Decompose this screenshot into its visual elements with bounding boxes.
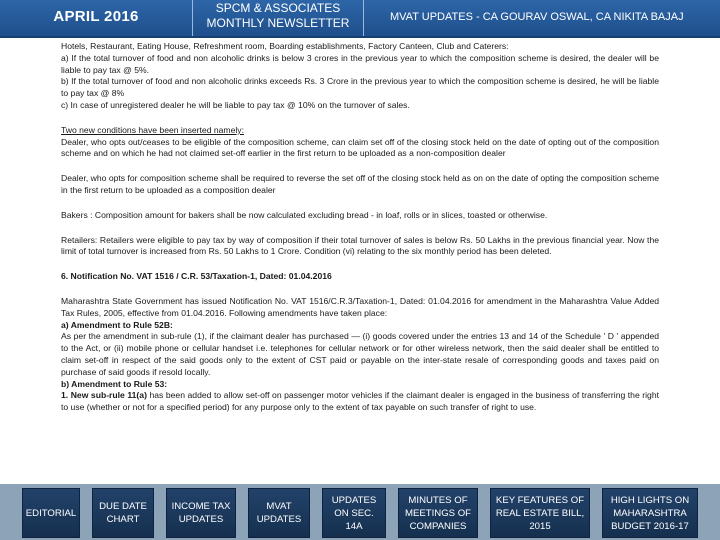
section-topic: MVAT UPDATES - CA GOURAV OSWAL, CA NIKITA BAJAJ bbox=[390, 11, 684, 23]
nav-income-tax-updates-button[interactable]: INCOME TAX UPDATES bbox=[166, 488, 236, 538]
header-bar bbox=[0, 0, 720, 38]
firm-title bbox=[192, 0, 364, 36]
hotels-item-c: c) In case of unregistered dealer he will be liable to pay tax @ 10% on the turnover of sales. bbox=[61, 99, 410, 110]
rule-53-body bbox=[61, 390, 659, 414]
rule-52b-heading: a) Amendment to Rule 52B: bbox=[61, 319, 173, 330]
rule-52b-body: As per the amendment in sub-rule (1), if the claimant dealer has purchased — (i) goods covered under the entries 13 and 14 of the Schedule ' D ' appended to the Act, or (ii) mobile phone or cellular handset i.e. telephones for cellular network or for other wireless network, then the said dealer shall be entitled to claim set-off in respect of the said goods only to the extent of CST paid or payable on the inter-state resale of corresponding goods and taxes paid on purchase of said goods if resold locally. bbox=[61, 331, 659, 377]
new-conditions-heading: Two new conditions have been inserted namely: bbox=[61, 124, 244, 135]
nav-mvat-updates-button[interactable]: MVAT UPDATES bbox=[248, 488, 310, 538]
opt-out-condition: Dealer, who opts out/ceases to be eligible of the composition scheme, can claim set off of the closing stock held on the date of opting out of the composition scheme and on which he had not claimed set-off earlier in the first return to be uploaded as a non-composition dealer bbox=[61, 136, 659, 159]
right-margin bbox=[670, 38, 720, 483]
left-margin bbox=[0, 38, 58, 483]
bakers-paragraph: Bakers : Composition amount for bakers shall be now calculated excluding bread - in loaf, rolls or in slices, toasted or otherwise. bbox=[61, 209, 548, 220]
article-body bbox=[61, 41, 659, 485]
notification-heading: 6. Notification No. VAT 1516 / C.R. 53/Taxation-1, Dated: 01.04.2016 bbox=[61, 271, 332, 282]
sub-rule-text: has been added to allow set-off on passenger motor vehicles if the claimant dealer is engaged in the business of transferring the right to use (whether or not for a specified period) for any purpose only to the extent of tax payable on such transfer of right to use. bbox=[61, 390, 659, 413]
nav-sec-14a-updates-button[interactable]: UPDATES ON SEC. 14A bbox=[322, 488, 386, 538]
nav-editorial-button[interactable]: EDITORIAL bbox=[22, 488, 80, 538]
nav-due-date-chart-button[interactable]: DUE DATE CHART bbox=[92, 488, 154, 538]
issue-date: APRIL 2016 bbox=[53, 8, 139, 25]
newsletter-name: MONTHLY NEWSLETTER bbox=[206, 16, 350, 30]
opt-in-condition: Dealer, who opts for composition scheme shall be required to reverse the set off of the closing stock held as on on the date of opting the composition scheme in the first return to be uploaded as a composition dealer bbox=[61, 173, 659, 195]
nav-minutes-of-meetings-button[interactable]: MINUTES OF MEETINGS OF COMPANIES bbox=[398, 488, 478, 538]
sub-rule-label: 1. New sub-rule 11(a) bbox=[61, 390, 147, 401]
nav-real-estate-bill-button[interactable]: KEY FEATURES OF REAL ESTATE BILL, 2015 bbox=[490, 488, 590, 538]
hotels-item-a: a) If the total turnover of food and non alcoholic drinks is below 3 crores in the previous year to which the composition scheme is desired, the dealer will be liable to pay tax @ 5%. bbox=[61, 52, 659, 75]
rule-53-heading: b) Amendment to Rule 53: bbox=[61, 378, 168, 389]
retailers-paragraph: Retailers: Retailers were eligible to pay tax by way of composition if their total turnover of sales is below Rs. 50 Lakhs in the previous financial year. Now the limit of total turnover is increased from Rs. 50 Lakhs to 1 Crore. Condition (vi) relating to the six monthly period has been deleted. bbox=[61, 234, 659, 257]
hotels-heading: Hotels, Restaurant, Eating House, Refreshment room, Boarding establishments, Factory Canteen, Club and Caterers: bbox=[61, 41, 509, 51]
notification-intro: Maharashtra State Government has issued Notification No. VAT 1516/C.R.3/Taxation-1, Dated: 01.04.2016 for amendment in the Maharashtra Value Added Tax Rules, 2005, effective from 01.04.2016. Following amendments have taken place: bbox=[61, 295, 659, 318]
firm-name: SPCM & ASSOCIATES bbox=[215, 1, 341, 15]
hotels-item-b: b) If the total turnover of food and non alcoholic drinks exceeds Rs. 3 Crore in the previous year to which the composition scheme is desired, he will be liable to pay tax @ 8% bbox=[61, 76, 659, 99]
nav-maharashtra-budget-button[interactable]: HIGH LIGHTS ON MAHARASHTRA BUDGET 2016-17 bbox=[602, 488, 698, 538]
